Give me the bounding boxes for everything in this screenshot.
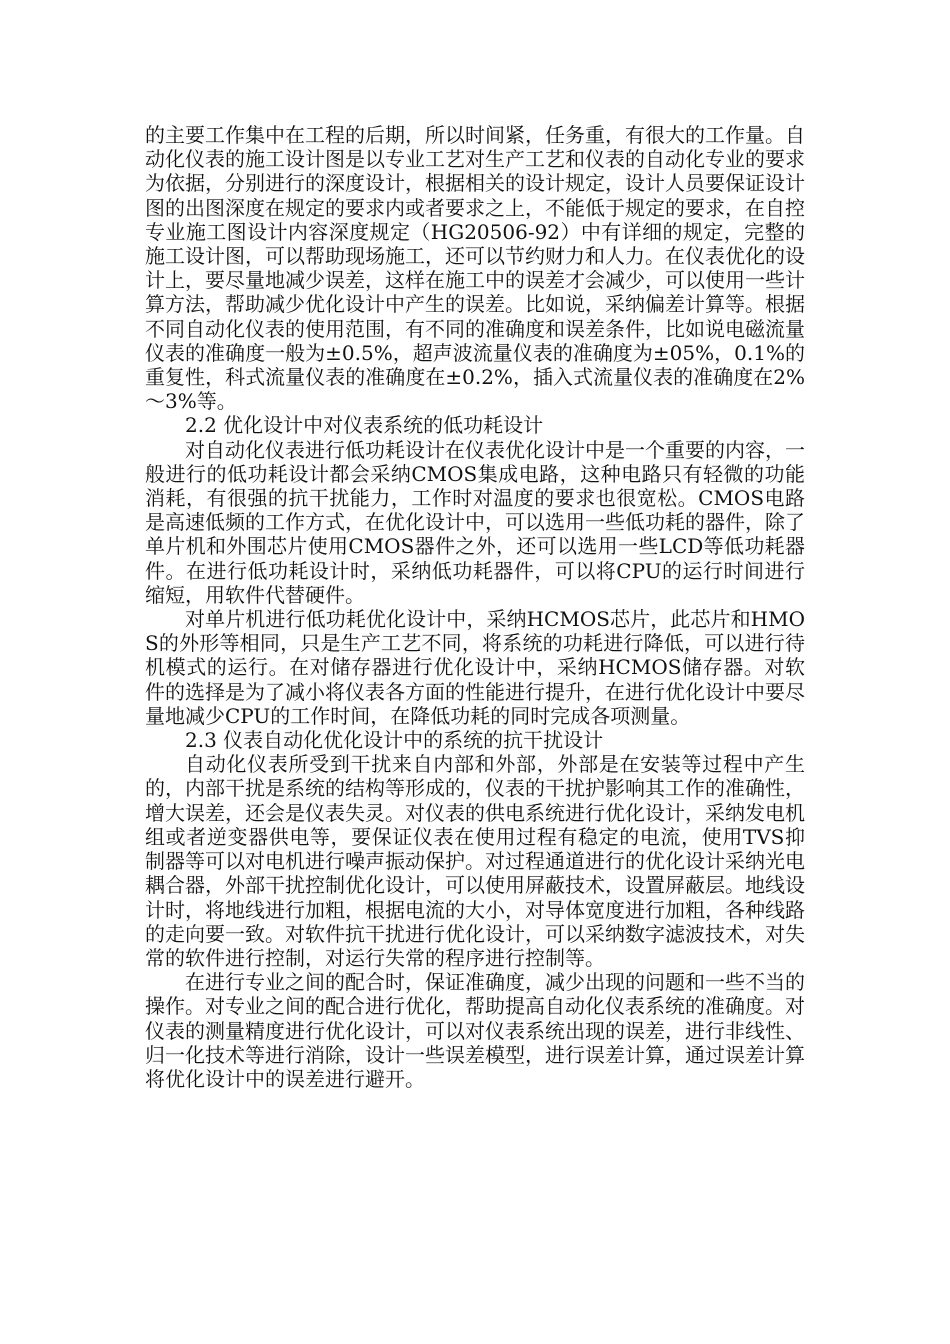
section-heading-2-2: 2.2 优化设计中对仪表系统的低功耗设计 (185, 413, 544, 438)
paragraph-low-power-mcu: 对单片机进行低功耗优化设计中，采纳HCMOS芯片，此芯片和HMOS的外形等相同，只是生产工艺不同，将系统的功耗进行降低，可以进行待机模式的运行。在对储存器进行优化设计中，采纳HCMOS储存器。对软件的选择是为了减小将仪表各方面的性能进行提升，在进行优化设计中要尽量地减少CPU的工作时间，在降低功耗的同时完成各项测量。 (145, 607, 805, 728)
paragraph-low-power-cmos: 对自动化仪表进行低功耗设计在仪表优化设计中是一个重要的内容，一般进行的低功耗设计都会采纳CMOS集成电路，这种电路只有轻微的功能消耗，有很强的抗干扰能力，工作时对温度的要求也很宽松。CMOS电路是高速低频的工作方式，在优化设计中，可以选用一些低功耗的器件，除了单片机和外围芯片使用CMOS器件之外，还可以选用一些LCD等低功耗器件。在进行低功耗设计时，采纳低功耗器件，可以将CPU的运行时间进行缩短，用软件代替硬件。 (145, 437, 805, 607)
section-heading-2-3: 2.3 仪表自动化优化设计中的系统的抗干扰设计 (185, 728, 604, 753)
paragraph-professional-cooperation: 在进行专业之间的配合时，保证准确度，减少出现的问题和一些不当的操作。对专业之间的配合进行优化，帮助提高自动化仪表系统的准确度。对仪表的测量精度进行优化设计，可以对仪表系统出现的误差，进行非线性、归一化技术等进行消除，设计一些误差模型，进行误差计算，通过误差计算将优化设计中的误差进行避开。 (145, 970, 805, 1091)
document-body (145, 123, 805, 1091)
paragraph-design-drawing-requirements: 的主要工作集中在工程的后期，所以时间紧，任务重，有很大的工作量。自动化仪表的施工设计图是以专业工艺对生产工艺和仪表的自动化专业的要求为依据，分别进行的深度设计，根据相关的设计规定，设计人员要保证设计图的出图深度在规定的要求内或者要求之上，不能低于规定的要求，在自控专业施工图设计内容深度规定（HG20506-92）中有详细的规定，完整的施工设计图，可以帮助现场施工，还可以节约财力和人力。在仪表优化的设计上，要尽量地减少误差，这样在施工中的误差才会减少，可以使用一些计算方法，帮助减少优化设计中产生的误差。比如说，采纳偏差计算等。根据不同自动化仪表的使用范围，有不同的准确度和误差条件，比如说电磁流量仪表的准确度一般为±0.5%，超声波流量仪表的准确度为±05%，0.1%的重复性，科式流量仪表的准确度在±0.2%，插入式流量仪表的准确度在2%～3%等。 (145, 123, 805, 414)
paragraph-anti-interference: 自动化仪表所受到干扰来自内部和外部，外部是在安装等过程中产生的，内部干扰是系统的结构等形成的，仪表的干扰护影响其工作的准确性，增大误差，还会是仪表失灵。对仪表的供电系统进行优化设计，采纳发电机组或者逆变器供电等，要保证仪表在使用过程有稳定的电流，使用TVS抑制器等可以对电机进行噪声振动保护。对过程通道进行的优化设计采纳光电耦合器，外部干扰控制优化设计，可以使用屏蔽技术，设置屏蔽层。地线设计时，将地线进行加粗，根据电流的大小，对导体宽度进行加粗，各种线路的走向要一致。对软件抗干扰进行优化设计，可以采纳数字滤波技术，对失常的软件进行控制，对运行失常的程序进行控制等。 (145, 752, 805, 970)
